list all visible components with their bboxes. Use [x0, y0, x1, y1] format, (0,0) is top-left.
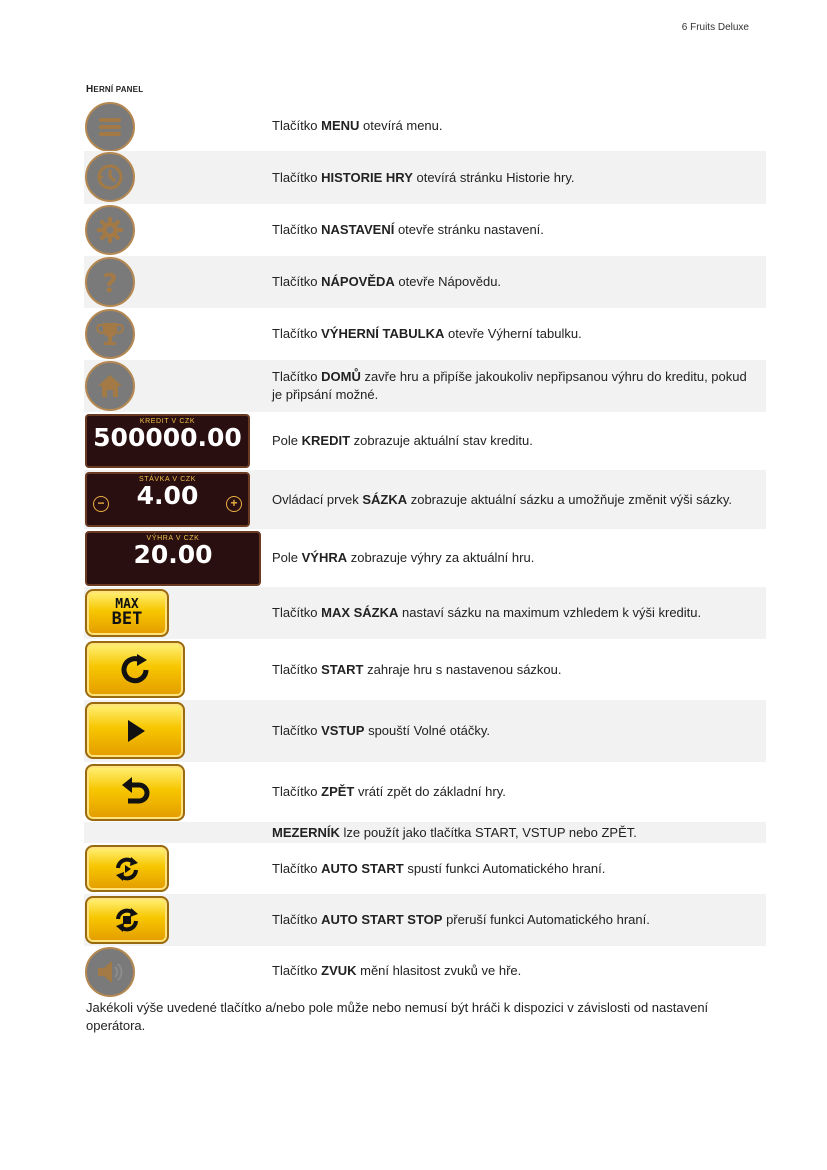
autoplay-stop-icon — [112, 905, 142, 935]
history-icon[interactable] — [85, 152, 135, 202]
row-description: MEZERNÍK lze použít jako tlačítka START, VSTUP nebo ZPĚT. — [272, 824, 637, 840]
row-description: Tlačítko NÁPOVĚDA otevře Nápovědu. — [272, 274, 502, 289]
game-panel-table — [84, 101, 766, 996]
row-description: Pole KREDIT zobrazuje aktuální stav kreditu. — [272, 433, 533, 448]
help-icon[interactable] — [85, 257, 135, 307]
table-row — [84, 151, 766, 204]
win-field — [85, 531, 261, 586]
bet-decrease-button[interactable]: − — [93, 496, 109, 512]
auto-start-stop-button[interactable] — [85, 896, 169, 944]
section-title-rest: ERNÍ PANEL — [93, 85, 144, 94]
row-description: Tlačítko NASTAVENÍ otevře stránku nastavení. — [272, 222, 544, 237]
table-row — [84, 204, 766, 256]
table-row — [84, 843, 766, 894]
speaker-icon[interactable] — [85, 947, 135, 997]
table-row — [84, 587, 766, 639]
row-description: Ovládací prvek SÁZKA zobrazuje aktuální sázku a umožňuje změnit výši sázky. — [272, 491, 733, 507]
home-icon[interactable] — [85, 361, 135, 411]
credit-value: 500000.00 — [93, 423, 242, 452]
win-value: 20.00 — [133, 540, 213, 569]
enter-button[interactable] — [85, 702, 185, 759]
row-description: Tlačítko START zahraje hru s nastavenou sázkou. — [272, 661, 562, 677]
table-row — [84, 700, 766, 762]
document-title: 6 Fruits Deluxe — [681, 22, 749, 33]
credit-label: KREDIT V CZK — [139, 418, 196, 425]
max-bet-label-line1: MAX — [115, 597, 139, 612]
row-description: Pole VÝHRA zobrazuje výhry za aktuální hru. — [272, 550, 535, 565]
table-row — [84, 894, 766, 946]
credit-field — [85, 414, 250, 468]
availability-note: Jakékoli výše uvedené tlačítko a/nebo pole může nebo nemusí být hráči k dispozici v závislosti od nastavení operátora. — [86, 1000, 709, 1033]
row-description: Tlačítko ZVUK mění hlasitost zvuků ve hře. — [272, 963, 522, 978]
table-row — [84, 762, 766, 822]
refresh-icon — [115, 650, 155, 690]
trophy-icon[interactable] — [85, 309, 135, 359]
table-row — [84, 529, 766, 587]
table-row — [84, 822, 766, 843]
table-row — [84, 639, 766, 700]
table-row — [84, 412, 766, 470]
undo-icon — [117, 775, 153, 811]
row-description: Tlačítko AUTO START STOP přeruší funkci Automatického hraní. — [272, 912, 650, 927]
row-description: Tlačítko MENU otevírá menu. — [272, 118, 443, 133]
row-description: Tlačítko MAX SÁZKA nastaví sázku na maximum vzhledem k výši kreditu. — [272, 605, 702, 620]
bet-control[interactable] — [85, 472, 250, 527]
table-row — [84, 470, 766, 529]
table-row — [84, 946, 766, 996]
row-description: Tlačítko VSTUP spouští Volné otáčky. — [272, 723, 490, 738]
start-button[interactable] — [85, 641, 185, 698]
table-row — [84, 308, 766, 360]
row-description: Tlačítko VÝHERNÍ TABULKA otevře Výherní tabulku. — [272, 326, 582, 341]
row-description: Tlačítko DOMŮ zavře hru a připíše jakoukoliv nepřipsanou výhru do kreditu, pokud je připsání možné. — [272, 369, 747, 402]
svg-text:?: ? — [102, 269, 118, 298]
section-title — [86, 84, 143, 95]
table-row — [84, 360, 766, 412]
max-bet-button[interactable] — [85, 589, 169, 637]
autoplay-icon — [112, 854, 142, 884]
row-description: Tlačítko AUTO START spustí funkci Automatického hraní. — [272, 860, 606, 876]
menu-icon[interactable] — [85, 102, 135, 152]
bet-label: STÁVKA V CZK — [139, 476, 196, 483]
row-description: Tlačítko ZPĚT vrátí zpět do základní hry. — [272, 784, 506, 799]
row-description: Tlačítko HISTORIE HRY otevírá stránku Historie hry. — [272, 169, 575, 185]
win-label: VÝHRA V CZK — [146, 535, 200, 542]
table-row — [84, 256, 766, 308]
play-icon — [120, 716, 150, 746]
auto-start-button[interactable] — [85, 845, 169, 892]
gear-icon[interactable] — [85, 205, 135, 255]
section-title-initial: H — [86, 84, 94, 95]
table-row — [84, 101, 766, 151]
max-bet-label-line2: BET — [111, 609, 143, 629]
bet-increase-button[interactable]: + — [226, 496, 242, 512]
bet-value: 4.00 — [136, 481, 199, 510]
back-button[interactable] — [85, 764, 185, 821]
